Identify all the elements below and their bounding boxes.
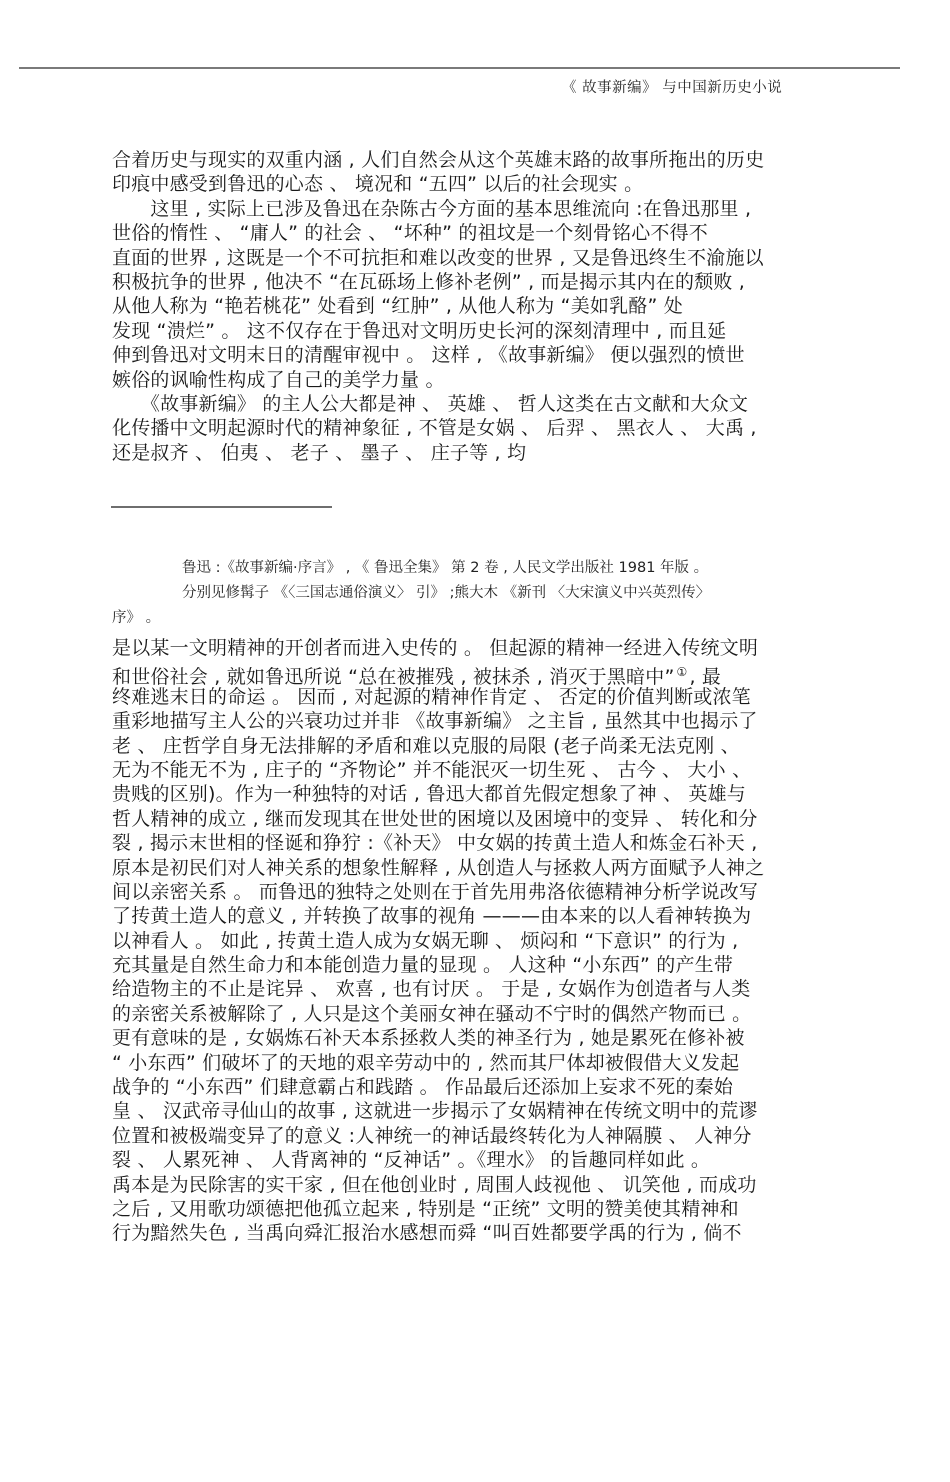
footnote-marker[interactable]: ① [676,665,688,680]
text-line-with-footnote [112,660,842,689]
text-line: 直面的世界 , 这既是一个不可抗拒和难以改变的世界 , 又是鲁迅终生不渝施以 [112,246,764,269]
text-line: 化传播中文明起源时代的精神象征 , 不管是女娲 、 后羿 、 黑衣人 、 大禹 , [112,417,757,440]
text-line: 原本是初民们对人神关系的想象性解释 , 从创造人与拯救人两方面赋予人神之 [112,856,765,879]
text-line: 重彩地描写主人公的兴衰功过并非 《故事新编》 之主旨 , 虽然其中也揭示了 [112,710,758,733]
text-line: 《故事新编》 的主人公大都是神 、 英雄 、 哲人这类在古文献和大众文 [112,392,749,415]
text-line: 终难逃末日的命运 。 因而 , 对起源的精神作肯定 、 否定的价值判断或浓笔 [112,685,751,708]
text-line: 发现 “溃烂” 。 这不仅存在于鲁迅对文明历史长河的深刻清理中 , 而且延 [112,319,727,342]
text-line: 哲人精神的成立 , 继而发现其在世处世的困境以及困境中的变异 、 转化和分 [112,807,758,830]
text-line: 行为黯然失色 , 当禹向舜汇报治水感想而舜 “叫百姓都要学禹的行为 , 倘不 [112,1222,742,1245]
text-line: 更有意味的是 , 女娲炼石补天本系拯救人类的神圣行为 , 她是累死在修补被 [112,1027,745,1050]
text-line: 给造物主的不止是诧异 、 欢喜 , 也有讨厌 。 于是 , 女娲作为创造者与人类 [112,978,751,1001]
running-title: 《 故事新编》 与中国新历史小说 [562,80,783,96]
text-line: 合着历史与现实的双重内涵 , 人们自然会从这个英雄末路的故事所拖出的历史 [112,149,765,171]
header-rule [19,67,900,69]
text-line: 这里 , 实际上已涉及鲁迅在杂陈古今方面的基本思维流向 :在鲁迅那里 , [112,197,752,220]
text-line: 裂 , 揭示末世相的怪诞和狰狞 :《补天》 中女娲的抟黄土造人和炼金石补天 , [112,832,758,855]
text-line: 禹本是为民除害的实干家 , 但在他创业时 , 周围人歧视他 、 讥笑他 , 而成功 [112,1173,757,1196]
text-line: 位置和被极端变异了的意义 :人神统一的神话最终转化为人神隔膜 、 人神分 [112,1124,752,1147]
body-text-upper [112,148,842,465]
text-line: 印痕中感受到鲁迅的心态 、 境况和 “五四” 以后的社会现实 。 [112,173,644,196]
text-line: 了抟黄土造人的意义 , 并转换了故事的视角 ———由本来的以人看神转换为 [112,905,752,928]
text-line: 充其量是自然生命力和本能创造力量的显现 。 人这种 “小东西” 的产生带 [112,954,734,977]
text-line: 以神看人 。 如此 , 抟黄土造人成为女娲无聊 、 烦闷和 “下意识” 的行为 , [112,929,739,952]
footnote-2-continued: 序》 。 [112,610,161,626]
text-line: 皇 、 汉武帝寻仙山的故事 , 这就进一步揭示了女娲精神在传统文明中的荒谬 [112,1100,758,1123]
footnotes [112,556,842,631]
text-line: 积极抗争的世界 , 他决不 “在瓦砾场上修补老例” , 而是揭示其内在的颓败 , [112,270,746,293]
text-line: 从他人称为 “艳若桃花” 处看到 “红肿” , 从他人称为 “美如乳酪” 处 [112,295,683,318]
footnote-2: 分别见修髯子 《〈三国志通俗演义〉 引》 ;熊大木 《新刊 〈大宋演义中兴英烈传〉 [182,585,711,601]
text-line: 嫉俗的讽喻性构成了自己的美学力量 。 [112,368,445,391]
text-segment: 和世俗社会 , 就如鲁迅所说 “总在被摧残 , 被抹杀 , 消灭于黑暗中” [112,666,675,689]
body-text-lower [112,636,842,1246]
footnote-separator [111,506,332,508]
text-line: 之后 , 又用歌功颂德把他孤立起来 , 特别是 “正统” 文明的赞美使其精神和 [112,1197,739,1220]
text-line: 伸到鲁迅对文明末日的清醒审视中 。 这样 , 《故事新编》 便以强烈的愤世 [112,344,745,367]
text-line: 是以某一文明精神的开创者而进入史传的 。 但起源的精神一经进入传统文明 [112,637,759,659]
text-line: 还是叔齐 、 伯夷 、 老子 、 墨子 、 庄子等 , 均 [112,441,527,464]
text-line: 的亲密关系被解除了 , 人只是这个美丽女神在骚动不宁时的偶然产物而已 。 [112,1002,752,1025]
text-line: 无为不能无不为 , 庄子的 “齐物论” 并不能泯灭一切生死 、 古今 、 大小 、 [112,758,752,781]
text-segment: , 最 [689,666,722,689]
text-line: 世俗的惰性 、 “庸人” 的社会 、 “坏种” 的祖坟是一个刻骨铭心不得不 [112,222,709,245]
text-line: 间以亲密关系 。 而鲁迅的独特之处则在于首先用弗洛依德精神分析学说改写 [112,880,759,903]
text-line: “ 小东西” 们破坏了的天地的艰辛劳动中的 , 然而其尸体却被假借大义发起 [112,1051,740,1074]
text-line: 战争的 “小东西” 们肆意霸占和践踏 。 作品最后还添加上妄求不死的秦始 [112,1076,734,1099]
text-line: 贵贱的区别)。作为一种独特的对话 , 鲁迅大都首先假定想象了神 、 英雄与 [112,783,747,806]
text-line: 裂 、 人累死神 、 人背离神的 “反神话” 。《理水》 的旨趣同样如此 。 [112,1149,711,1172]
text-line: 老 、 庄哲学自身无法排解的矛盾和难以克服的局限 (老子尚柔无法克刚 、 [112,734,740,757]
footnote-1: 鲁迅 :《故事新编·序言》 , 《 鲁迅全集》 第 2 卷 , 人民文学出版社 1981 年版 。 [182,560,709,576]
